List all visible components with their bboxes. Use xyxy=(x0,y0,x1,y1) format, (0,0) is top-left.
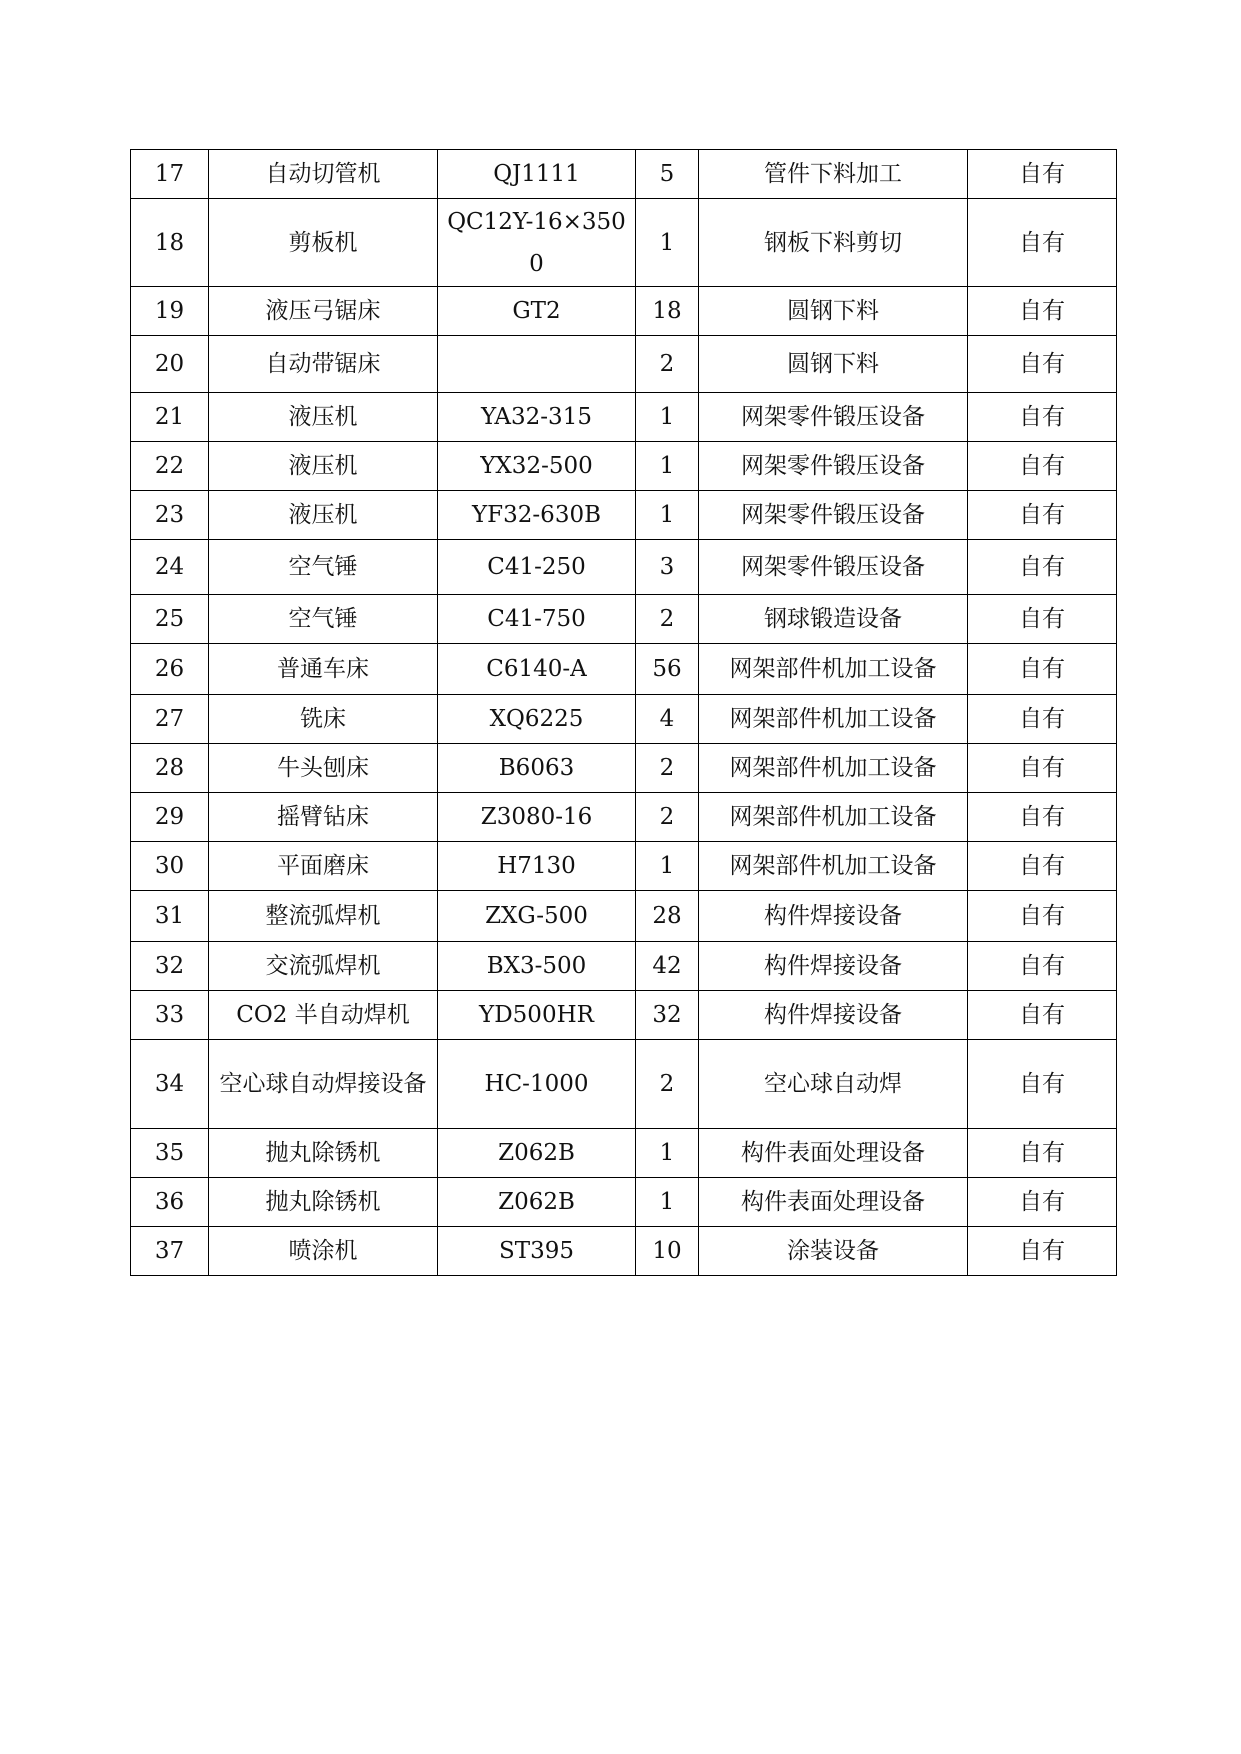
cell-quantity: 28 xyxy=(636,891,699,942)
cell-ownership: 自有 xyxy=(968,793,1117,842)
cell-number: 24 xyxy=(131,540,209,595)
cell-quantity: 1 xyxy=(636,842,699,891)
cell-purpose: 网架零件锻压设备 xyxy=(699,540,968,595)
cell-model: Z062B xyxy=(438,1178,636,1227)
cell-ownership: 自有 xyxy=(968,199,1117,287)
table-row xyxy=(131,942,1117,991)
cell-equipment-name: 自动带锯床 xyxy=(209,336,438,393)
cell-equipment-name: 牛头刨床 xyxy=(209,744,438,793)
cell-equipment-name: 液压弓锯床 xyxy=(209,287,438,336)
cell-quantity: 3 xyxy=(636,540,699,595)
cell-quantity: 56 xyxy=(636,644,699,695)
cell-equipment-name: 液压机 xyxy=(209,491,438,540)
cell-purpose: 网架部件机加工设备 xyxy=(699,744,968,793)
cell-ownership: 自有 xyxy=(968,540,1117,595)
cell-model: C41-250 xyxy=(438,540,636,595)
table-row xyxy=(131,287,1117,336)
cell-ownership: 自有 xyxy=(968,491,1117,540)
cell-equipment-name: 喷涂机 xyxy=(209,1227,438,1276)
cell-number: 30 xyxy=(131,842,209,891)
cell-model: YD500HR xyxy=(438,991,636,1040)
table-row xyxy=(131,393,1117,442)
cell-ownership: 自有 xyxy=(968,842,1117,891)
cell-equipment-name: 空气锤 xyxy=(209,595,438,644)
cell-model: B6063 xyxy=(438,744,636,793)
cell-purpose: 构件焊接设备 xyxy=(699,942,968,991)
cell-ownership: 自有 xyxy=(968,442,1117,491)
cell-purpose: 涂装设备 xyxy=(699,1227,968,1276)
equipment-table xyxy=(130,149,1117,1276)
cell-ownership: 自有 xyxy=(968,1040,1117,1129)
cell-quantity: 10 xyxy=(636,1227,699,1276)
cell-purpose: 构件焊接设备 xyxy=(699,991,968,1040)
cell-ownership: 自有 xyxy=(968,595,1117,644)
cell-quantity: 18 xyxy=(636,287,699,336)
cell-model: HC-1000 xyxy=(438,1040,636,1129)
cell-number: 28 xyxy=(131,744,209,793)
cell-ownership: 自有 xyxy=(968,991,1117,1040)
cell-quantity: 2 xyxy=(636,595,699,644)
cell-equipment-name: 自动切管机 xyxy=(209,150,438,199)
cell-purpose: 钢球锻造设备 xyxy=(699,595,968,644)
table-row xyxy=(131,199,1117,287)
cell-purpose: 网架零件锻压设备 xyxy=(699,491,968,540)
cell-model: ZXG-500 xyxy=(438,891,636,942)
cell-quantity: 1 xyxy=(636,491,699,540)
cell-number: 35 xyxy=(131,1129,209,1178)
cell-ownership: 自有 xyxy=(968,891,1117,942)
cell-ownership: 自有 xyxy=(968,150,1117,199)
cell-purpose: 管件下料加工 xyxy=(699,150,968,199)
cell-equipment-name: 整流弧焊机 xyxy=(209,891,438,942)
cell-number: 36 xyxy=(131,1178,209,1227)
cell-purpose: 圆钢下料 xyxy=(699,336,968,393)
table-row xyxy=(131,540,1117,595)
cell-number: 33 xyxy=(131,991,209,1040)
cell-model: BX3-500 xyxy=(438,942,636,991)
table-row xyxy=(131,991,1117,1040)
cell-model: GT2 xyxy=(438,287,636,336)
cell-ownership: 自有 xyxy=(968,644,1117,695)
cell-quantity: 32 xyxy=(636,991,699,1040)
cell-purpose: 构件表面处理设备 xyxy=(699,1178,968,1227)
cell-model: XQ6225 xyxy=(438,695,636,744)
cell-equipment-name: 摇臂钻床 xyxy=(209,793,438,842)
table-row xyxy=(131,644,1117,695)
cell-model: QC12Y-16×3500 xyxy=(438,199,636,287)
table-row xyxy=(131,442,1117,491)
cell-model: C6140-A xyxy=(438,644,636,695)
cell-equipment-name: 普通车床 xyxy=(209,644,438,695)
cell-purpose: 圆钢下料 xyxy=(699,287,968,336)
cell-number: 19 xyxy=(131,287,209,336)
cell-equipment-name: 铣床 xyxy=(209,695,438,744)
cell-quantity: 1 xyxy=(636,1129,699,1178)
cell-purpose: 网架部件机加工设备 xyxy=(699,793,968,842)
table-row xyxy=(131,595,1117,644)
cell-quantity: 2 xyxy=(636,744,699,793)
cell-number: 37 xyxy=(131,1227,209,1276)
cell-quantity: 2 xyxy=(636,336,699,393)
table-row xyxy=(131,695,1117,744)
cell-model: Z3080-16 xyxy=(438,793,636,842)
cell-ownership: 自有 xyxy=(968,744,1117,793)
cell-number: 26 xyxy=(131,644,209,695)
cell-number: 27 xyxy=(131,695,209,744)
cell-model: ST395 xyxy=(438,1227,636,1276)
cell-quantity: 5 xyxy=(636,150,699,199)
cell-purpose: 网架部件机加工设备 xyxy=(699,644,968,695)
cell-model: QJ1111 xyxy=(438,150,636,199)
cell-purpose: 空心球自动焊 xyxy=(699,1040,968,1129)
cell-equipment-name: 交流弧焊机 xyxy=(209,942,438,991)
cell-purpose: 网架零件锻压设备 xyxy=(699,442,968,491)
cell-model: Z062B xyxy=(438,1129,636,1178)
cell-ownership: 自有 xyxy=(968,695,1117,744)
cell-purpose: 网架部件机加工设备 xyxy=(699,695,968,744)
cell-number: 32 xyxy=(131,942,209,991)
cell-quantity: 2 xyxy=(636,1040,699,1129)
cell-ownership: 自有 xyxy=(968,287,1117,336)
cell-equipment-name: 抛丸除锈机 xyxy=(209,1178,438,1227)
cell-number: 21 xyxy=(131,393,209,442)
cell-model: H7130 xyxy=(438,842,636,891)
table-row xyxy=(131,1129,1117,1178)
cell-number: 29 xyxy=(131,793,209,842)
cell-quantity: 1 xyxy=(636,442,699,491)
cell-ownership: 自有 xyxy=(968,1129,1117,1178)
cell-equipment-name: CO2 半自动焊机 xyxy=(209,991,438,1040)
cell-equipment-name: 空心球自动焊接设备 xyxy=(209,1040,438,1129)
cell-number: 34 xyxy=(131,1040,209,1129)
cell-equipment-name: 平面磨床 xyxy=(209,842,438,891)
cell-number: 23 xyxy=(131,491,209,540)
table-row xyxy=(131,744,1117,793)
cell-number: 17 xyxy=(131,150,209,199)
cell-ownership: 自有 xyxy=(968,336,1117,393)
cell-purpose: 钢板下料剪切 xyxy=(699,199,968,287)
cell-ownership: 自有 xyxy=(968,1227,1117,1276)
cell-equipment-name: 剪板机 xyxy=(209,199,438,287)
equipment-table-body xyxy=(131,150,1117,1276)
cell-purpose: 网架零件锻压设备 xyxy=(699,393,968,442)
cell-ownership: 自有 xyxy=(968,942,1117,991)
cell-quantity: 1 xyxy=(636,1178,699,1227)
cell-equipment-name: 液压机 xyxy=(209,442,438,491)
cell-quantity: 1 xyxy=(636,199,699,287)
cell-number: 18 xyxy=(131,199,209,287)
table-row xyxy=(131,150,1117,199)
table-row xyxy=(131,842,1117,891)
cell-ownership: 自有 xyxy=(968,1178,1117,1227)
cell-equipment-name: 液压机 xyxy=(209,393,438,442)
table-row xyxy=(131,891,1117,942)
cell-ownership: 自有 xyxy=(968,393,1117,442)
cell-quantity: 42 xyxy=(636,942,699,991)
cell-model: C41-750 xyxy=(438,595,636,644)
cell-purpose: 构件表面处理设备 xyxy=(699,1129,968,1178)
table-row xyxy=(131,336,1117,393)
cell-model: YF32-630B xyxy=(438,491,636,540)
table-row xyxy=(131,1040,1117,1129)
cell-model: YA32-315 xyxy=(438,393,636,442)
cell-model xyxy=(438,336,636,393)
cell-number: 22 xyxy=(131,442,209,491)
cell-number: 25 xyxy=(131,595,209,644)
cell-quantity: 4 xyxy=(636,695,699,744)
cell-purpose: 网架部件机加工设备 xyxy=(699,842,968,891)
cell-number: 31 xyxy=(131,891,209,942)
cell-model: YX32-500 xyxy=(438,442,636,491)
cell-quantity: 1 xyxy=(636,393,699,442)
table-row xyxy=(131,491,1117,540)
cell-purpose: 构件焊接设备 xyxy=(699,891,968,942)
cell-quantity: 2 xyxy=(636,793,699,842)
table-row xyxy=(131,1178,1117,1227)
table-row xyxy=(131,1227,1117,1276)
cell-equipment-name: 空气锤 xyxy=(209,540,438,595)
cell-equipment-name: 抛丸除锈机 xyxy=(209,1129,438,1178)
table-row xyxy=(131,793,1117,842)
cell-number: 20 xyxy=(131,336,209,393)
